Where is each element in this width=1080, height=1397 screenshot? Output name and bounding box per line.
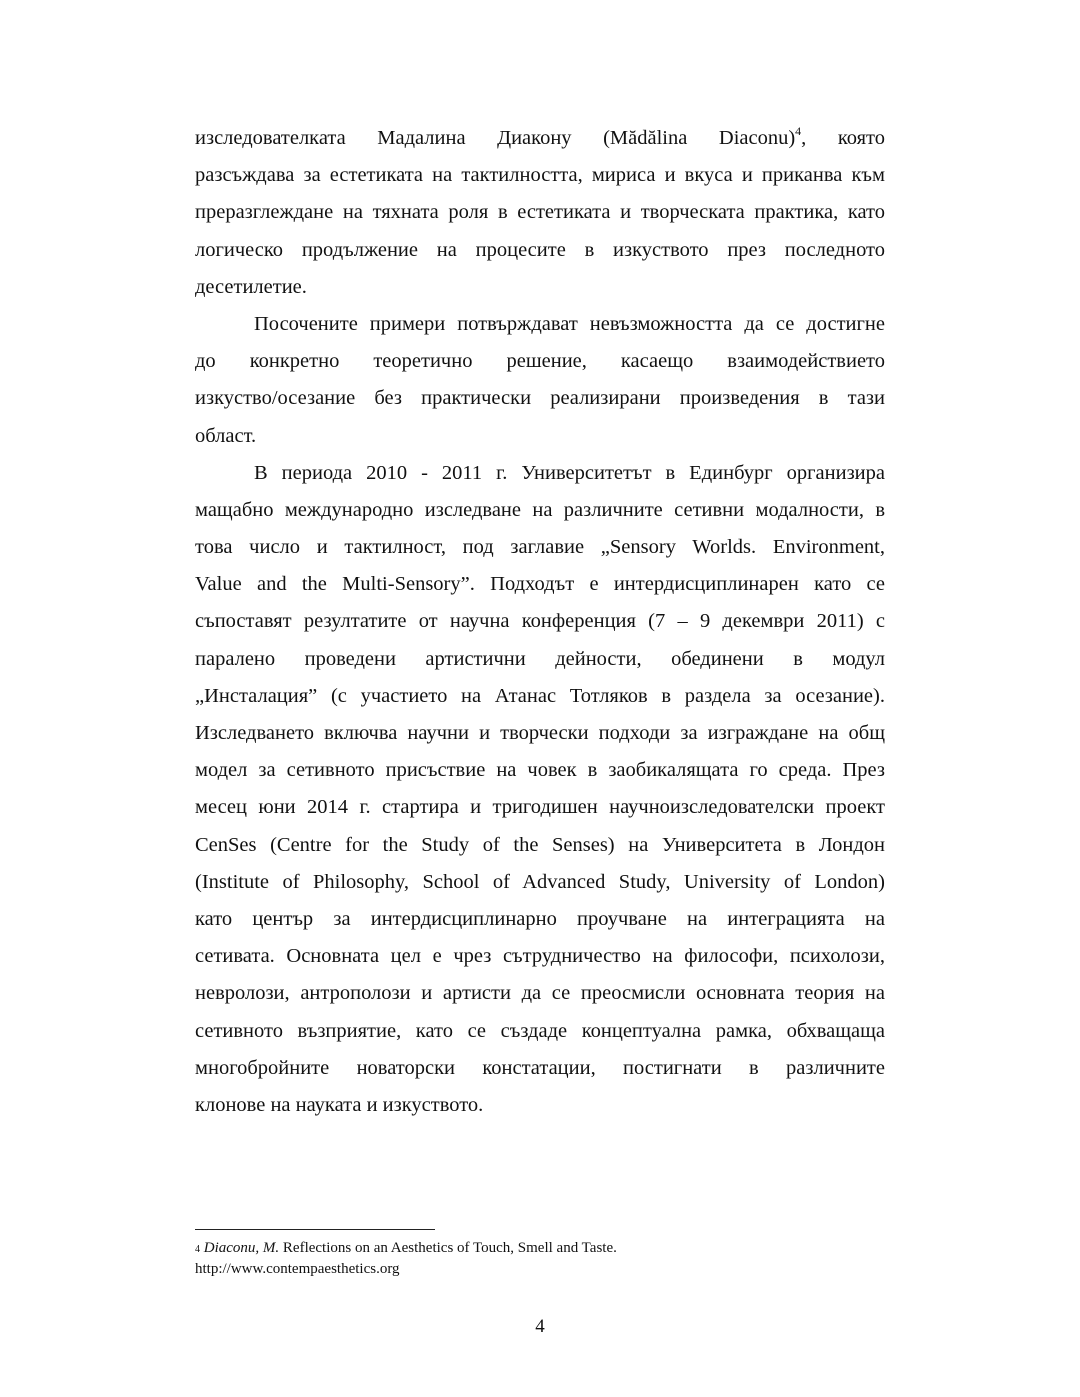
text-line: съпоставят резултатите от научна конференция (7 – 9 декември 2011) с xyxy=(195,610,885,633)
text-line: десетилетие. xyxy=(195,275,307,298)
text-line: като център за интердисциплинарно проучване на интеграцията на xyxy=(195,907,885,930)
footnote-author: Diaconu, M. xyxy=(203,1240,280,1256)
text-line: област. xyxy=(195,424,257,447)
text-line: мащабно международно изследване на различните сетивни модалности, в xyxy=(195,498,885,521)
text-line: сетивното възприятие, като се създаде концептуална рамка, обхващаща xyxy=(195,1019,885,1042)
paragraph-1 xyxy=(195,120,885,306)
text-line: Изследването включва научни и творчески подходи за изграждане на общ xyxy=(195,722,885,744)
text-line: месец юни 2014 г. стартира и тригодишен научноизследователски проект xyxy=(195,796,885,819)
footnote-number: 4 xyxy=(195,1244,200,1255)
text-line: Посочените примери потвърждават невъзможността да се достигне xyxy=(254,312,885,335)
footnote-citation xyxy=(195,1238,885,1259)
text-line: това число и тактилност, под заглавие „Sensory Worlds. Environment, xyxy=(195,536,885,559)
text-line: многобройните новаторски констатации, постигнати в различните xyxy=(195,1056,885,1079)
text-line: В периода 2010 - 2011 г. Университетът в Единбург организира xyxy=(254,461,885,484)
footnote-reference[interactable]: 4 xyxy=(795,124,802,138)
text-line: паралено проведени артистични дейности, обединени в модул xyxy=(195,647,885,670)
paragraph-2 xyxy=(195,306,885,455)
footnote-title: Reflections on an Aesthetics of Touch, Smell and Taste. xyxy=(279,1240,617,1256)
footnote xyxy=(195,1238,885,1280)
text-line: (Institute of Philosophy, School of Advanced Study, University of London) xyxy=(195,870,885,893)
text-line: преразглеждане на тяхната роля в естетиката и творческата практика, като xyxy=(195,201,885,224)
main-text xyxy=(195,120,885,1124)
text-line: модел за сетивното присъствие на човек в заобикалящата го среда. През xyxy=(195,759,885,782)
text-line: сетивата. Основната цел е чрез сътрудничество на философи, психолози, xyxy=(195,945,885,968)
text-line: CenSes (Centre for the Study of the Senses) на Университета в Лондон xyxy=(195,833,885,856)
text-line: изследователката Мадалина Диакону (Mădălina Diaconu)$^4$, която xyxy=(195,124,885,149)
text-line: до конкретно теоретично решение, касаещо взаимодействието xyxy=(195,350,885,373)
text-line: Value and the Multi-Sensory”. Подходът е интердисциплинарен като се xyxy=(195,573,885,596)
page-number: 4 xyxy=(535,1316,545,1337)
text-line: логическо продължение на процесите в изкуството през последното xyxy=(195,238,885,261)
footnote-url[interactable]: http://www.contempaesthetics.org xyxy=(195,1261,400,1277)
footnote-separator xyxy=(195,1229,435,1230)
text-line: „Инсталация” (с участието на Атанас Тотляков в раздела за осезание). xyxy=(195,684,885,707)
text-line: невролози, антрополози и артисти да се преосмисли основната теория на xyxy=(195,982,885,1005)
paragraph-3 xyxy=(195,455,885,1124)
text-line: разсъждава за естетиката на тактилността, мириса и вкуса и приканва към xyxy=(195,164,885,187)
text-line: клонове на науката и изкуството. xyxy=(195,1093,484,1116)
text-line: изкуство/осезание без практически реализирани произведения в тази xyxy=(195,387,885,410)
